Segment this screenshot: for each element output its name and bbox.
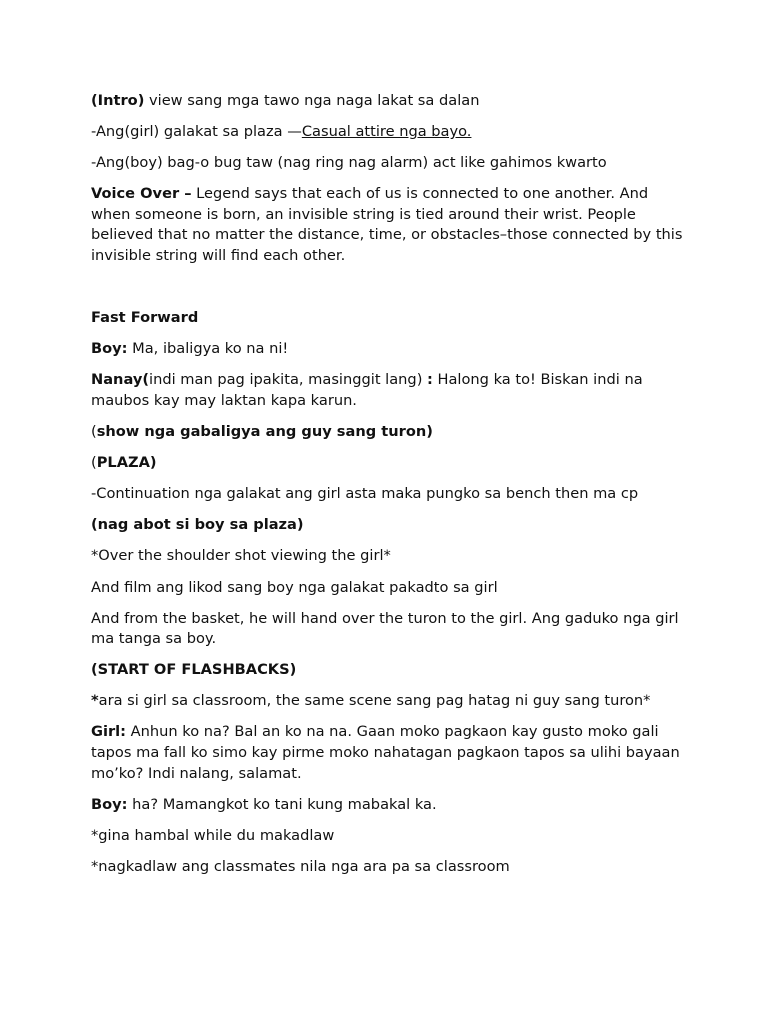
continuation-paragraph: -Continuation nga galakat ang girl asta maka pungko sa bench then ma cp (91, 485, 639, 503)
gina-hambal-paragraph: *gina hambal while du makadlaw (91, 826, 335, 844)
hand-over-paragraph: And from the basket, he will hand over the turon to the girl. Ang gaduko nga girl ma tanga sa boy. (91, 609, 679, 648)
flashbacks-label: (START OF FLASHBACKS) (91, 661, 297, 679)
girl-walk-text: -Ang(girl) galakat sa plaza — (91, 123, 302, 141)
fast-forward-label: Fast Forward (91, 309, 199, 327)
film-boy-paragraph: And film ang likod sang boy nga galakat pakadto sa girl (91, 578, 498, 596)
girl-walk-paragraph (91, 122, 691, 143)
ots-shot-paragraph: *Over the shoulder shot viewing the girl* (91, 547, 391, 565)
classroom-text: ara si girl sa classroom, the same scene sang pag hatag ni guy sang turon* (98, 692, 651, 710)
nanay-line (91, 370, 691, 411)
boy-wake-paragraph: -Ang(boy) bag-o bug taw (nag ring nag alarm) act like gahimos kwarto (91, 154, 607, 172)
intro-text: view sang mga tawo nga naga lakat sa dalan (144, 92, 480, 109)
show-turon-label: show nga gabaligya ang guy sang turon) (96, 423, 433, 441)
boy-line-1-text: Ma, ibaligya ko na ni! (127, 340, 289, 358)
girl-speaker-label: Girl: (91, 723, 127, 741)
boy-line-2-text: ha? Mamangkot ko tani kung mabakal ka. (127, 795, 437, 813)
voice-over-text: Legend says that each of us is connected to one another. And when someone is born, an invisible string is tied around their wrist. People believed that no matter the distance, time, or obstacles–those connected by this invisible string will find each other. (91, 185, 683, 265)
classroom-asterisk: * (91, 692, 99, 710)
nanay-aside: indi man pag ipakita, masinggit lang) (149, 371, 428, 389)
show-turon-open: ( (91, 423, 97, 441)
classmates-paragraph: *nagkadlaw ang classmates nila nga ara pa sa classroom (91, 857, 510, 875)
nanay-speaker-label: Nanay( (91, 371, 150, 389)
plaza-label: PLAZA) (96, 454, 157, 472)
fast-forward-heading (91, 308, 691, 329)
nanay-colon: : (427, 371, 433, 389)
voice-over-label: Voice Over – (91, 185, 192, 203)
flashbacks-heading (91, 660, 691, 681)
boy-arrives-direction (91, 515, 691, 536)
plaza-heading (91, 453, 691, 474)
document-page (91, 91, 691, 888)
girl-line-text: Anhun ko na? Bal an ko na na. Gaan moko pagkaon kay gusto moko gali tapos ma fall ko simo kay pirme moko nahatagan pagkaon tapos sa ulihi bayaan mo’ko? Indi nalang, salamat. (91, 723, 680, 782)
boy-line-2 (91, 795, 691, 816)
boy-speaker-label: Boy: (91, 340, 128, 358)
boy-arrives-label: (nag abot si boy sa plaza) (91, 516, 304, 534)
classroom-paragraph (91, 691, 691, 712)
boy-line-1 (91, 339, 691, 360)
girl-line (91, 722, 691, 784)
intro-label: (Intro) (91, 92, 145, 109)
voice-over-paragraph (91, 184, 691, 266)
show-turon-direction (91, 422, 691, 443)
plaza-open: ( (91, 454, 97, 472)
boy-speaker-label-2: Boy: (91, 795, 128, 813)
intro-paragraph (91, 91, 691, 112)
casual-attire-note: Casual attire nga bayo. (301, 123, 472, 141)
section-spacer (91, 277, 691, 308)
nanay-line-text: Halong ka to! Biskan indi na maubos kay may laktan kapa karun. (91, 371, 643, 409)
